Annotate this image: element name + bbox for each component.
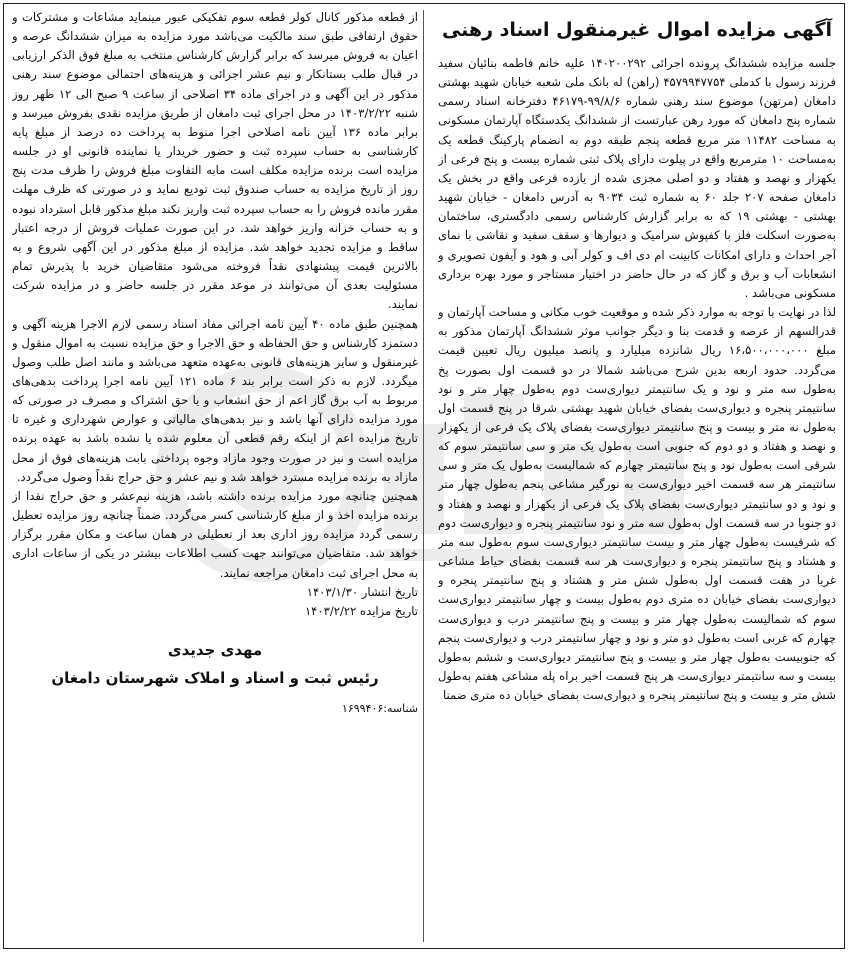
column-divider bbox=[423, 10, 424, 942]
signer-title: رئیس ثبت و اسناد و املاک شهرستان دامغان bbox=[51, 669, 379, 687]
auction-date: تاریخ مزایده ۱۴۰۳/۲/۲۲ bbox=[304, 603, 418, 618]
auction-terms: از قطعه مذکور کانال کولر قطعه سوم تفکیکی عبور مینماید مشاعات و مشترکات و حقوق ارتفاقی طبق سند مالکیت می‌باشد مورد مزایده به میزان ششدانگ عرصه و اعیان به فروش میرسد که برابر گزارش کارشناس منتخب به مبلغ فوق الذکر ارزیابی در قبال طلب بستانکار و نیم عشر اجرائی و هزینه‌های احتمالی موضوع سند رهنی مذکور در این آگهی و در اجرای ماده ۳۴ اصلاحی از ساعت ۹ صبح الی ۱۲ ظهر روز شنبه ۱۴۰۳/۲/۲۲ در محل اجرای ثبت دامغان از طریق مزایده نقدی بفروش میرسد و برابر ماده ۱۳۶ آیین نامه اصلاحی اجرا منوط به پرداخت ده درصد از مبلغ پایه کارشناسی به حساب سپرده ثبت و حضور خریدار یا نماینده قانونی او در جلسه مزایده است برنده مزایده مکلف است مابه التفاوت مبلغ فروش را ظرف مدت پنج روز از تاریخ مزایده به حساب صندوق ثبت تودیع نماید و در صورتی که ظرف مهلت مقرر مانده فروش را به حساب سپرده ثبت واریز نکند مبلغ مذکور قابل استرداد نبوده و به حساب خزانه واریز خواهد شد. در این صورت عملیات فروش از درجه اعتبار ساقط و مزایده تجدید خواهد شد. مزایده از مبلغ مذکور در این آگهی شروع و به بالاترین قیمت پیشنهادی نقداً فروخته می‌شود متقاضیان خرید با پذیرش تمام مسئولیت بعدی آن می‌توانند در موعد مقرر در جلسه حاضر و در مزایده شرکت نمایند. bbox=[12, 10, 418, 312]
right-column bbox=[438, 8, 836, 946]
property-description: جلسه مزایده ششدانگ پرونده اجرائی ۱۴۰۲۰۰۲۹۲ علیه خانم فاطمه بنائیان سفید فرزند رسول با کدملی ۴۵۷۹۹۴۷۷۵۴ (راهن) له بانک ملی شعبه خیابان شهید بهشتی دامغان (مرتهن) موضوع سند رهنی شماره ۹۹/۸/۶-۴۶۱۷۹ دفترخانه اسناد رسمی شماره پنج دامغان که مورد رهن عبارتست از ششدانگ یکدستگاه آپارتمان مسکونی به مساحت ۱۱۴۸۲ متر مربع قطعه پنجم طبقه دوم به انضمام پارکینگ قطعه یک به‌مساحت ۱۰ مترمربع واقع در پیلوت دارای پلاک ثبتی شماره بیست و پنج فرعی از یکهزار و نهصد و هفتاد و دو اصلی مجزی شده از یازده فرعی واقع در بخش یک دامغان صفحه ۲۰۷ جلد ۶۰ به شماره ثبت ۹۰۳۴ به آدرس دامغان - خیابان شهید بهشتی - بهشتی ۱۹ که به‌ برابر گزارش کارشناس رسمی دادگستری، ساختمان به‌صورت اسکلت فلز با کفپوش سرامیک و دیوارها و سقف سفید و نقاشی با نمای آجر احداث و دارای امکانات کابینت ام دی اف و کولر آبی و هود و آیفون تصویری و انشعابات آب و برق و گاز که در حال حاضر در اختیار مستاجر و مورد بهره برداری مسکونی می‌باشد . bbox=[438, 56, 836, 300]
publish-date: تاریخ انتشار ۱۴۰۳/۱/۳۰ bbox=[306, 584, 418, 599]
notice-page bbox=[3, 3, 845, 949]
signature-block bbox=[12, 637, 418, 693]
additional-conditions: همچنین چنانچه مورد مزایده برنده داشته باشد، هزینه نیم‌عشر و حق حراج نقدا از برنده مزایده اخذ و از مبلغ کارشناسی کسر می‌گردد. ضمناً چنانچه روز مزایده تعطیل رسمی گردد مزایده روز اداری بعد از تعطیلی در همان ساعت و مکان مقرر برگزار خواهد شد. متقاضیان می‌توانند جهت کسب اطلاعات بیشتر در یکی از ساعات اداری به محل اجرای ثبت دامغان مراجعه نمایند. bbox=[12, 488, 418, 580]
tracking-code: شناسه:۱۶۹۹۴۰۶ bbox=[341, 702, 418, 715]
signer-name: مهدی جدیدی bbox=[167, 641, 263, 659]
valuation-and-boundaries: لذا در نهایت با توجه به موارد ذکر شده و موقعیت خوب مکانی و مساحت آپارتمان و قدرالسهم از عرصه و قدمت بنا و دیگر جوانب موثر ششدانگ آپارتمان مذکور به مبلغ ۱۶،۵۰۰،۰۰۰،۰۰۰ ریال شانزده میلیارد و پانصد میلیون ریال تعیین قیمت می‌گردد. حدود اربعه بدین شرح می‌باشد شمالا در دو قسمت اول بصورت پخ به‌طول سه متر و نود و یک سانتیمتر دیواری‌ست دوم به‌طول چهار متر و نود سانتیمتر پنجره و دیواری‌ست بفضای خیابان شهید بهشتی شرقا در پنج قسمت اول به‌طول نه متر و بیست و پنج سانتیمتر دیواری‌ست بفضای پلاک یک فرعی از یکهزار و نهصد و هفتاد و دو دوم که جنوبی است به‌طول یک متر و سی سانتیمتر سوم که شرقی است به‌طول نود و پنج سانتیمتر چهارم که شمالیست به‌طول یک متر و سی سانتیمتر هر سه قسمت اخیر دیواری‌ست به نورگیر مشاعی پنجم به‌طول چهار متر و نود و دو سانتیمتر دیواری‌ست بفضای پلاک یک فرعی از یکهزار و نهصد و هفتاد و دو جنوبا در سه قسمت اول به‌طول سه متر و نود سانتیمتر پنجره و دیواری‌ست دوم که شرقیست به‌طول چهار متر و بیست سانتیمتر دیواری‌ست سوم به‌طول سه متر و هشتاد و پنج سانتیمتر پنجره و دیواری‌ست هر سه قسمت بفضای حیاط مشاعی غربا در هفت قسمت اول به‌طول شش متر و هشتاد و پنج سانتیمتر پنجره و دیواری‌ست بفضای خیابان ده متری دوم به‌طول بیست و چهار سانتیمتر دیواری‌ست سوم که شمالیست به‌طول چهار متر و بیست و پنج سانتیمتر درب و دیواری‌ست چهارم که غربی است به‌طول دو متر و نود و چهار سانتیمتر درب و دیواری‌ست پنجم که جنوبیست به‌طول چهار متر و بیست و پنج سانتیمتر دیواری‌ست و ششم به‌طول بیست و سه سانتیمتر دیواری‌ست هر پنج قسمت اخیر براه پله مشاعی هفتم به‌طول شش متر و بیست و پنج سانتیمتر پنجره و دیواری‌ست بفضای خیابان ده متری ضمنا bbox=[438, 305, 836, 703]
costs-and-debts: همچنین طبق ماده ۴۰ آیین نامه اجرائی مفاد اسناد رسمی لازم الاجرا هزینه آگهی و دستمزد کارشناس و حق الحفاظه و حق الاجرا و حق مزایده نسبت به اموال منقول و غیرمنقول و سایر هزینه‌های قانونی به‌عهده متعهد می‌باشد و مانند اصل طلب وصول میگردد. لازم به ذکر است برابر بند ۶ ماده ۱۲۱ آیین نامه اجرا پرداخت بدهی‌های مربوط به آب برق گاز اعم از حق انشعاب و یا حق اشتراک و مصرف در صورتی که مورد مزایده دارای آنها باشد و نیز بدهی‌های مالیاتی و عوارض شهرداری و غیره تا تاریخ مزایده اعم از اینکه رقم قطعی آن معلوم شده یا نشده باشد به عهده برنده مزایده است و نیز در صورت وجود مازاد وجوه پرداختی بابت هزینه‌های فوق از محل مازاد به برنده مزایده مسترد خواهد شد و نیم عشر و حق حراج نقداً وصول می‌گردد. bbox=[12, 316, 418, 484]
left-column bbox=[12, 8, 418, 946]
notice-title: آگهی مزایده اموال غیرمنقول اسناد رهنی bbox=[441, 19, 833, 41]
